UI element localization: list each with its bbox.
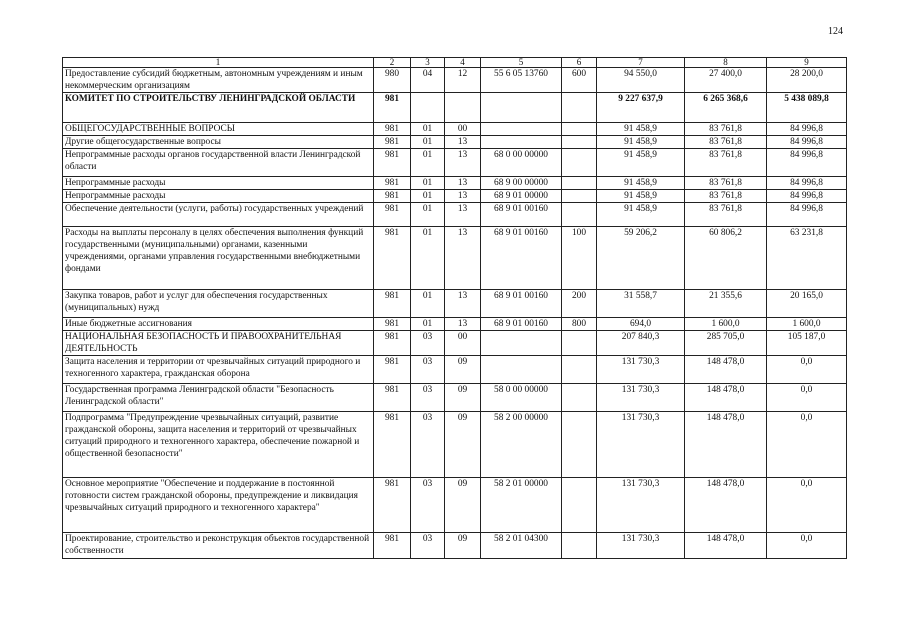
table-cell-c6: 600 — [562, 68, 597, 93]
table-cell-c3: 01 — [411, 190, 445, 203]
table-cell-c6 — [562, 93, 597, 123]
table-row — [63, 356, 847, 384]
table-cell-c9: 20 165,0 — [767, 290, 847, 318]
header-row — [63, 58, 847, 68]
table-cell-c8: 148 478,0 — [685, 412, 767, 478]
table-cell-c3: 03 — [411, 412, 445, 478]
table-cell-c9: 0,0 — [767, 533, 847, 559]
table-cell-c8: 83 761,8 — [685, 136, 767, 149]
table-cell-c7: 91 458,9 — [597, 136, 685, 149]
table-cell-c5 — [481, 93, 562, 123]
table-row — [63, 412, 847, 478]
table-cell-c8: 83 761,8 — [685, 190, 767, 203]
table-cell-c5 — [481, 123, 562, 136]
budget-table — [62, 57, 847, 559]
table-cell-c1: КОМИТЕТ ПО СТРОИТЕЛЬСТВУ ЛЕНИНГРАДСКОЙ ОБЛАСТИ — [63, 93, 374, 123]
table-cell-c1: Расходы на выплаты персоналу в целях обеспечения выполнения функций государственными (муниципальными) органами, казенными учреждениями, органами управления государственными внебюджетными фондами — [63, 227, 374, 290]
table-cell-c7: 91 458,9 — [597, 149, 685, 177]
table-cell-c5: 68 9 00 00000 — [481, 177, 562, 190]
table-cell-c1: Обеспечение деятельности (услуги, работы) государственных учреждений — [63, 203, 374, 227]
table-cell-c5 — [481, 331, 562, 356]
table-cell-c8: 1 600,0 — [685, 318, 767, 331]
header-cell: 4 — [445, 58, 481, 68]
table-cell-c9: 0,0 — [767, 356, 847, 384]
table-cell-c9: 84 996,8 — [767, 203, 847, 227]
table-cell-c2: 981 — [374, 203, 411, 227]
table-cell-c2: 981 — [374, 412, 411, 478]
table-cell-c4: 09 — [445, 356, 481, 384]
table-row — [63, 533, 847, 559]
table-row — [63, 384, 847, 412]
page-number: 124 — [828, 26, 843, 37]
table-cell-c4: 13 — [445, 318, 481, 331]
table-cell-c7: 59 206,2 — [597, 227, 685, 290]
table-cell-c9: 84 996,8 — [767, 136, 847, 149]
table-row — [63, 318, 847, 331]
table-cell-c5: 58 2 01 00000 — [481, 478, 562, 533]
table-cell-c8: 83 761,8 — [685, 149, 767, 177]
table-cell-c4: 09 — [445, 533, 481, 559]
table-cell-c6 — [562, 356, 597, 384]
header-cell: 8 — [685, 58, 767, 68]
table-cell-c2: 981 — [374, 290, 411, 318]
table-row — [63, 227, 847, 290]
table-cell-c5: 68 9 01 00160 — [481, 318, 562, 331]
table-row — [63, 136, 847, 149]
table-cell-c2: 980 — [374, 68, 411, 93]
table-cell-c2: 981 — [374, 123, 411, 136]
table-cell-c7: 91 458,9 — [597, 177, 685, 190]
table-cell-c1: Защита населения и территории от чрезвычайных ситуаций природного и техногенного характера, гражданская оборона — [63, 356, 374, 384]
table-cell-c7: 131 730,3 — [597, 384, 685, 412]
table-cell-c4 — [445, 93, 481, 123]
table-cell-c6 — [562, 331, 597, 356]
table-cell-c5: 58 0 00 00000 — [481, 384, 562, 412]
table-cell-c5: 55 6 05 13760 — [481, 68, 562, 93]
table-cell-c7: 131 730,3 — [597, 478, 685, 533]
table-cell-c9: 84 996,8 — [767, 149, 847, 177]
table-cell-c6: 100 — [562, 227, 597, 290]
table-cell-c6 — [562, 384, 597, 412]
table-cell-c4: 13 — [445, 290, 481, 318]
table-cell-c8: 285 705,0 — [685, 331, 767, 356]
table-cell-c6 — [562, 203, 597, 227]
header-cell: 7 — [597, 58, 685, 68]
table-cell-c7: 131 730,3 — [597, 356, 685, 384]
table-cell-c2: 981 — [374, 149, 411, 177]
table-row — [63, 93, 847, 123]
table-row — [63, 68, 847, 93]
table-cell-c6 — [562, 149, 597, 177]
table-cell-c5: 68 9 01 00000 — [481, 190, 562, 203]
table-cell-c1: Закупка товаров, работ и услуг для обеспечения государственных (муниципальных) нужд — [63, 290, 374, 318]
header-cell: 5 — [481, 58, 562, 68]
table-cell-c5: 68 9 01 00160 — [481, 227, 562, 290]
table-cell-c8: 148 478,0 — [685, 478, 767, 533]
table-cell-c6 — [562, 177, 597, 190]
table-cell-c3: 01 — [411, 136, 445, 149]
table-cell-c3: 03 — [411, 356, 445, 384]
table-cell-c4: 13 — [445, 177, 481, 190]
table-cell-c3: 03 — [411, 533, 445, 559]
table-cell-c4: 09 — [445, 478, 481, 533]
header-cell: 3 — [411, 58, 445, 68]
table-cell-c1: Проектирование, строительство и реконструкция объектов государственной собственности — [63, 533, 374, 559]
table-cell-c3: 03 — [411, 331, 445, 356]
table-row — [63, 331, 847, 356]
table-cell-c7: 131 730,3 — [597, 412, 685, 478]
table-cell-c6 — [562, 478, 597, 533]
table-cell-c3: 01 — [411, 149, 445, 177]
table-cell-c1: Основное мероприятие "Обеспечение и поддержание в постоянной готовности систем гражданской обороны, предупреждение и ликвидация чрезвычайных ситуаций природного и техногенного характера" — [63, 478, 374, 533]
table-cell-c9: 84 996,8 — [767, 190, 847, 203]
table-cell-c4: 09 — [445, 412, 481, 478]
table-cell-c5 — [481, 136, 562, 149]
table-cell-c3: 03 — [411, 384, 445, 412]
table-cell-c2: 981 — [374, 318, 411, 331]
table-cell-c6 — [562, 190, 597, 203]
table-cell-c4: 12 — [445, 68, 481, 93]
table-cell-c4: 13 — [445, 136, 481, 149]
table-cell-c2: 981 — [374, 356, 411, 384]
table-cell-c2: 981 — [374, 190, 411, 203]
table-row — [63, 123, 847, 136]
table-cell-c1: Непрограммные расходы — [63, 177, 374, 190]
table-cell-c2: 981 — [374, 533, 411, 559]
table-cell-c8: 83 761,8 — [685, 123, 767, 136]
header-cell: 2 — [374, 58, 411, 68]
table-cell-c4: 13 — [445, 203, 481, 227]
table-cell-c2: 981 — [374, 93, 411, 123]
table-cell-c7: 131 730,3 — [597, 533, 685, 559]
table-cell-c8: 27 400,0 — [685, 68, 767, 93]
table-cell-c6: 200 — [562, 290, 597, 318]
table-cell-c3: 03 — [411, 478, 445, 533]
table-cell-c4: 00 — [445, 123, 481, 136]
table-cell-c4: 00 — [445, 331, 481, 356]
header-cell: 6 — [562, 58, 597, 68]
table-cell-c4: 13 — [445, 190, 481, 203]
table-cell-c8: 6 265 368,6 — [685, 93, 767, 123]
table-cell-c6 — [562, 533, 597, 559]
table-cell-c1: Другие общегосударственные вопросы — [63, 136, 374, 149]
table-cell-c3: 01 — [411, 123, 445, 136]
table-cell-c7: 207 840,3 — [597, 331, 685, 356]
table-row — [63, 478, 847, 533]
table-cell-c1: Подпрограмма "Предупреждение чрезвычайных ситуаций, развитие гражданской обороны, защита населения и территорий от чрезвычайных ситуаций природного и техногенного характера, обеспечение пожарной и общественной безопасности" — [63, 412, 374, 478]
table-cell-c3: 01 — [411, 227, 445, 290]
table-cell-c9: 63 231,8 — [767, 227, 847, 290]
table-row — [63, 190, 847, 203]
table-cell-c9: 105 187,0 — [767, 331, 847, 356]
table-cell-c7: 31 558,7 — [597, 290, 685, 318]
table-cell-c8: 83 761,8 — [685, 203, 767, 227]
table-cell-c8: 148 478,0 — [685, 384, 767, 412]
table-cell-c6 — [562, 123, 597, 136]
table-cell-c8: 148 478,0 — [685, 533, 767, 559]
table-row — [63, 203, 847, 227]
table-cell-c6 — [562, 412, 597, 478]
header-cell: 9 — [767, 58, 847, 68]
table-cell-c8: 60 806,2 — [685, 227, 767, 290]
table-cell-c7: 91 458,9 — [597, 190, 685, 203]
table-cell-c8: 83 761,8 — [685, 177, 767, 190]
table-cell-c2: 981 — [374, 136, 411, 149]
table-cell-c4: 09 — [445, 384, 481, 412]
table-cell-c3: 01 — [411, 203, 445, 227]
table-cell-c2: 981 — [374, 227, 411, 290]
table-cell-c2: 981 — [374, 384, 411, 412]
table-cell-c3: 01 — [411, 177, 445, 190]
table-cell-c5: 68 9 01 00160 — [481, 290, 562, 318]
table-cell-c2: 981 — [374, 177, 411, 190]
table-row — [63, 177, 847, 190]
table-cell-c7: 9 227 637,9 — [597, 93, 685, 123]
table-row — [63, 149, 847, 177]
table-cell-c7: 91 458,9 — [597, 203, 685, 227]
table-cell-c5: 68 0 00 00000 — [481, 149, 562, 177]
table-row — [63, 290, 847, 318]
table-cell-c6: 800 — [562, 318, 597, 331]
table-cell-c3: 01 — [411, 290, 445, 318]
table-cell-c1: ОБЩЕГОСУДАРСТВЕННЫЕ ВОПРОСЫ — [63, 123, 374, 136]
table-cell-c2: 981 — [374, 478, 411, 533]
table-cell-c1: НАЦИОНАЛЬНАЯ БЕЗОПАСНОСТЬ И ПРАВООХРАНИТЕЛЬНАЯ ДЕЯТЕЛЬНОСТЬ — [63, 331, 374, 356]
table-cell-c6 — [562, 136, 597, 149]
table-cell-c9: 0,0 — [767, 384, 847, 412]
table-cell-c1: Предоставление субсидий бюджетным, автономным учреждениям и иным некоммерческим организациям — [63, 68, 374, 93]
table-cell-c9: 5 438 089,8 — [767, 93, 847, 123]
table-cell-c1: Иные бюджетные ассигнования — [63, 318, 374, 331]
table-cell-c1: Государственная программа Ленинградской области "Безопасность Ленинградской области" — [63, 384, 374, 412]
table-cell-c5 — [481, 356, 562, 384]
table-cell-c9: 0,0 — [767, 478, 847, 533]
table-cell-c9: 84 996,8 — [767, 123, 847, 136]
header-cell: 1 — [63, 58, 374, 68]
table-cell-c3 — [411, 93, 445, 123]
table-cell-c9: 1 600,0 — [767, 318, 847, 331]
table-cell-c4: 13 — [445, 149, 481, 177]
table-cell-c5: 68 9 01 00160 — [481, 203, 562, 227]
table-cell-c9: 28 200,0 — [767, 68, 847, 93]
table-cell-c9: 0,0 — [767, 412, 847, 478]
table-cell-c5: 58 2 01 04300 — [481, 533, 562, 559]
table-cell-c1: Непрограммные расходы — [63, 190, 374, 203]
table-cell-c1: Непрограммные расходы органов государственной власти Ленинградской области — [63, 149, 374, 177]
table-cell-c7: 91 458,9 — [597, 123, 685, 136]
table-cell-c7: 694,0 — [597, 318, 685, 331]
table-cell-c8: 21 355,6 — [685, 290, 767, 318]
table-cell-c9: 84 996,8 — [767, 177, 847, 190]
table-cell-c2: 981 — [374, 331, 411, 356]
table-cell-c3: 04 — [411, 68, 445, 93]
table-cell-c8: 148 478,0 — [685, 356, 767, 384]
table-cell-c7: 94 550,0 — [597, 68, 685, 93]
table-cell-c3: 01 — [411, 318, 445, 331]
table-cell-c4: 13 — [445, 227, 481, 290]
table-cell-c5: 58 2 00 00000 — [481, 412, 562, 478]
